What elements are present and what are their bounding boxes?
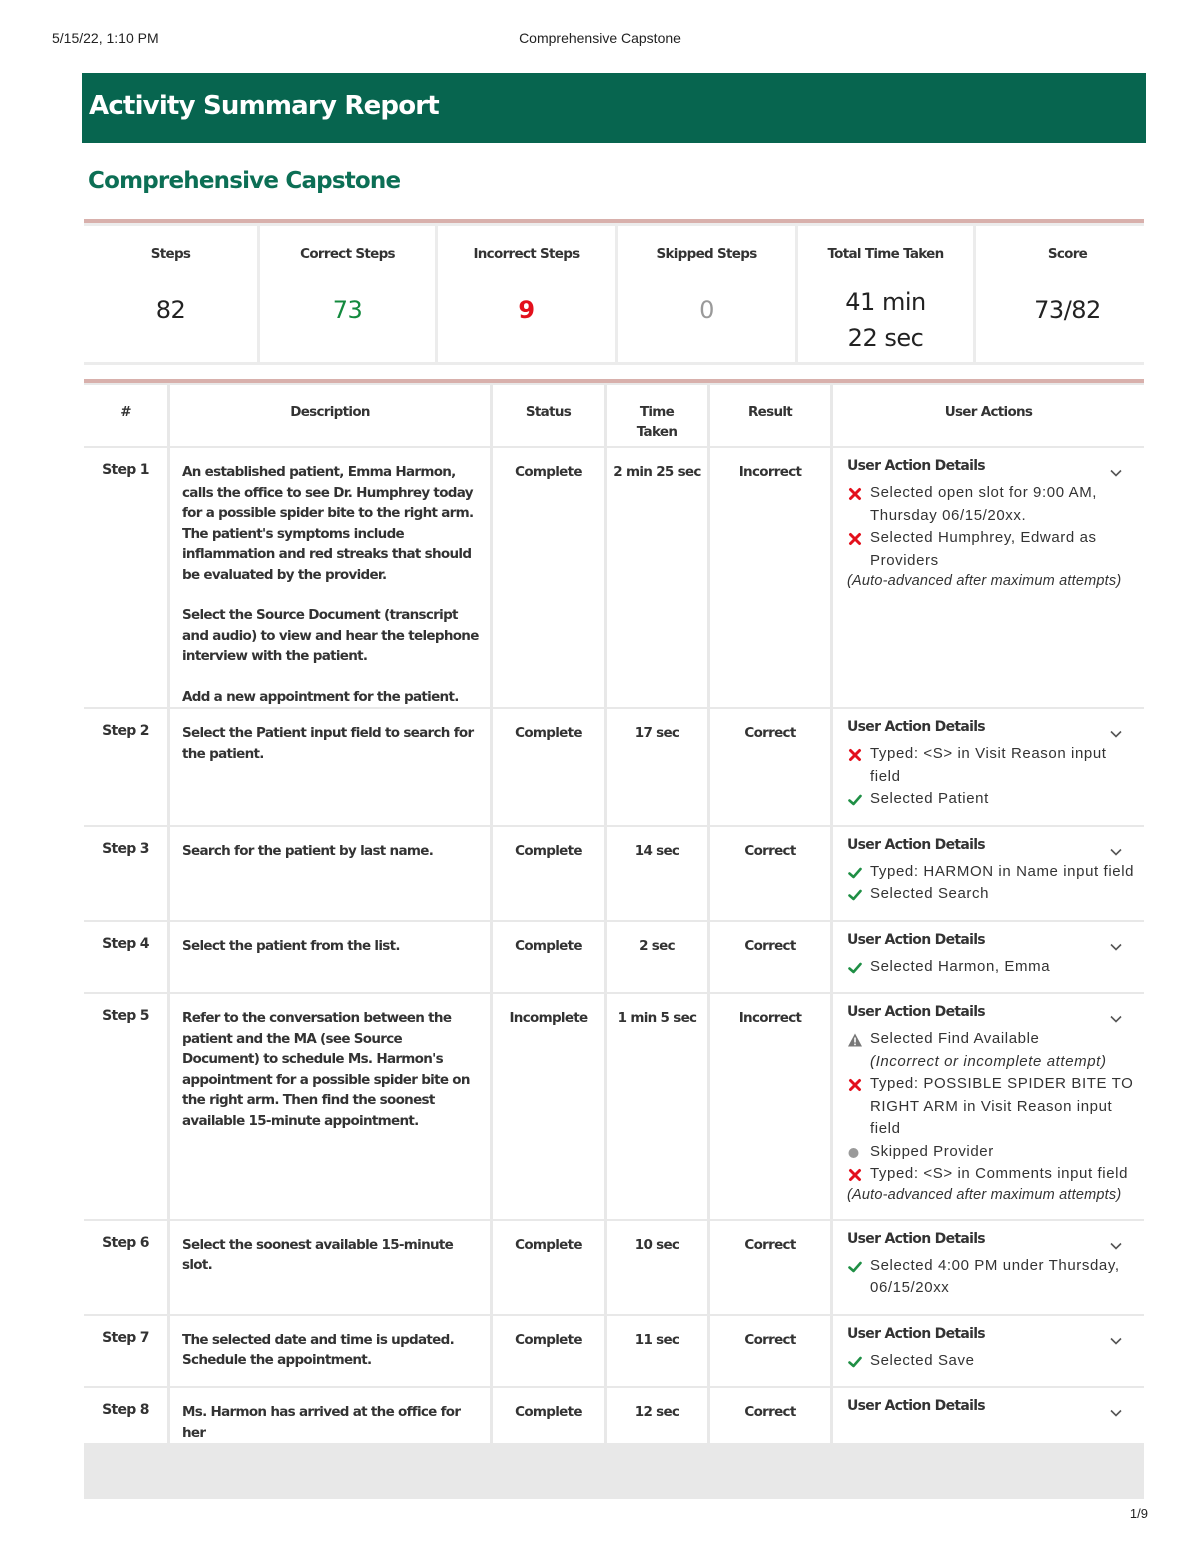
user-action-list bbox=[847, 482, 1136, 572]
user-action-item bbox=[847, 1141, 1136, 1164]
step-result: Correct bbox=[710, 1221, 830, 1314]
user-action-text: Selected Search bbox=[870, 885, 990, 902]
report-title: Activity Summary Report bbox=[89, 91, 439, 121]
check-icon bbox=[847, 865, 863, 881]
user-action-item bbox=[847, 1163, 1136, 1186]
user-action-item bbox=[847, 482, 1136, 527]
user-action-text: Selected Save bbox=[870, 1351, 975, 1369]
chevron-down-icon[interactable] bbox=[1110, 723, 1122, 731]
step-result: Incorrect bbox=[710, 994, 830, 1219]
step-description bbox=[170, 922, 490, 993]
summary-score-value: 73/82 bbox=[1034, 296, 1101, 324]
check-icon bbox=[847, 960, 863, 976]
step-user-actions bbox=[833, 994, 1144, 1219]
user-action-item bbox=[847, 1350, 1136, 1373]
step-number: Step 4 bbox=[84, 922, 167, 993]
user-action-list bbox=[847, 861, 1136, 906]
user-action-details-toggle[interactable]: User Action Details bbox=[847, 719, 985, 735]
step-time-taken: 1 min 5 sec bbox=[607, 994, 707, 1219]
step-description bbox=[170, 1388, 490, 1443]
chevron-down-icon[interactable] bbox=[1110, 841, 1122, 849]
step-description-paragraph: Select the Source Document (transcript and audio) to view and hear the telephone interview with the patient. bbox=[182, 607, 479, 664]
user-action-item bbox=[847, 1255, 1136, 1300]
user-action-item bbox=[847, 883, 1136, 906]
step-result: Correct bbox=[710, 709, 830, 825]
step-result: Correct bbox=[710, 827, 830, 920]
step-result: Incorrect bbox=[710, 448, 830, 707]
user-action-details-toggle[interactable]: User Action Details bbox=[847, 1325, 985, 1342]
step-number: Step 2 bbox=[84, 709, 167, 825]
step-result: Correct bbox=[710, 1316, 830, 1387]
summary-correct-value: 73 bbox=[332, 296, 363, 324]
user-action-item bbox=[847, 788, 1136, 811]
step-status: Complete bbox=[493, 922, 604, 993]
step-description-paragraph: Search for the patient by last name. bbox=[182, 842, 434, 859]
x-icon bbox=[847, 486, 863, 502]
summary-panel bbox=[84, 219, 1144, 365]
summary-incorrect-label: Incorrect Steps bbox=[473, 246, 580, 262]
step-description-paragraph: Select the Patient input field to search for the patient. bbox=[182, 725, 474, 762]
table-row bbox=[84, 709, 1144, 825]
chevron-down-icon[interactable] bbox=[1110, 1008, 1122, 1016]
page-number: 1/9 bbox=[1129, 1506, 1148, 1521]
summary-time-label: Total Time Taken bbox=[827, 246, 944, 262]
step-description-paragraph: Select the patient from the list. bbox=[182, 937, 400, 954]
table-row bbox=[84, 827, 1144, 920]
table-row bbox=[84, 922, 1144, 993]
chevron-down-icon[interactable] bbox=[1110, 1330, 1122, 1338]
step-status: Complete bbox=[493, 1388, 604, 1443]
header-status: Status bbox=[493, 385, 604, 446]
steps-body bbox=[84, 448, 1144, 1443]
step-time-taken: 2 min 25 sec bbox=[607, 448, 707, 707]
x-icon bbox=[847, 1077, 863, 1093]
table-row bbox=[84, 994, 1144, 1219]
print-date: 5/15/22, 1:10 PM bbox=[52, 30, 159, 46]
step-user-actions bbox=[833, 709, 1144, 825]
user-action-text: Selected open slot for 9:00 AM, Thursday 06/15/20xx. bbox=[870, 484, 1098, 524]
step-status: Complete bbox=[493, 1316, 604, 1387]
step-time-taken: 14 sec bbox=[607, 827, 707, 920]
step-description bbox=[170, 448, 490, 707]
user-action-details-toggle[interactable]: User Action Details bbox=[847, 931, 985, 948]
table-row bbox=[84, 1221, 1144, 1314]
step-time-taken: 12 sec bbox=[607, 1388, 707, 1443]
user-action-text: Selected Humphrey, Edward as Providers bbox=[870, 529, 1097, 569]
user-action-item bbox=[847, 1073, 1136, 1141]
auto-advanced-note: (Auto-advanced after maximum attempts) bbox=[847, 1186, 1122, 1203]
user-action-subnote: (Incorrect or incomplete attempt) bbox=[870, 1052, 1107, 1070]
summary-time-value: 41 min 22 sec bbox=[845, 288, 926, 352]
user-action-item bbox=[847, 743, 1136, 788]
check-icon bbox=[847, 887, 863, 903]
x-icon bbox=[847, 747, 863, 763]
summary-incorrect-value: 9 bbox=[518, 296, 535, 324]
user-action-text: Typed: HARMON in Name input field bbox=[870, 862, 1135, 880]
step-description-paragraph: Refer to the conversation between the patient and the MA (see Source Document) to schedule Ms. Harmon's appointment for a possible spider bite on the right arm. Then find the soonest available 15-minute appointment. bbox=[182, 1010, 470, 1129]
user-action-text: Skipped Provider bbox=[870, 1142, 994, 1160]
user-action-text: Typed: <S> in Comments input field bbox=[870, 1165, 1129, 1182]
header-num: # bbox=[84, 385, 167, 446]
print-doc-title: Comprehensive Capstone bbox=[519, 30, 681, 46]
user-action-details-toggle[interactable]: User Action Details bbox=[847, 1004, 985, 1020]
x-icon bbox=[847, 1167, 863, 1183]
user-action-item bbox=[847, 1028, 1136, 1073]
step-description bbox=[170, 709, 490, 825]
step-number: Step 6 bbox=[84, 1221, 167, 1314]
user-action-details-toggle[interactable]: User Action Details bbox=[847, 836, 985, 853]
user-action-text: Selected Patient bbox=[870, 790, 989, 807]
summary-steps-label: Steps bbox=[150, 246, 191, 262]
summary-steps-value: 82 bbox=[155, 296, 186, 324]
user-action-details-toggle[interactable]: User Action Details bbox=[847, 1230, 985, 1247]
step-status: Complete bbox=[493, 827, 604, 920]
header-description: Description bbox=[170, 385, 490, 446]
step-time-taken: 17 sec bbox=[607, 709, 707, 825]
step-description-paragraph: Add a new appointment for the patient. bbox=[182, 688, 459, 705]
user-action-item bbox=[847, 861, 1136, 884]
step-number: Step 3 bbox=[84, 827, 167, 920]
user-action-list bbox=[847, 1255, 1136, 1300]
step-status: Incomplete bbox=[493, 994, 604, 1219]
chevron-down-icon[interactable] bbox=[1110, 1235, 1122, 1243]
step-user-actions bbox=[833, 827, 1144, 920]
table-row bbox=[84, 448, 1144, 707]
step-number: Step 7 bbox=[84, 1316, 167, 1387]
step-description bbox=[170, 994, 490, 1219]
step-description bbox=[170, 1316, 490, 1387]
step-description-paragraph: The selected date and time is updated. Schedule the appointment. bbox=[182, 1331, 455, 1368]
dot-icon bbox=[847, 1145, 863, 1161]
chevron-down-icon[interactable] bbox=[1110, 462, 1122, 470]
step-user-actions bbox=[833, 1316, 1144, 1387]
user-action-text: Typed: <S> in Visit Reason input field bbox=[870, 745, 1107, 785]
user-action-item bbox=[847, 956, 1136, 979]
user-action-list bbox=[847, 1028, 1136, 1186]
step-user-actions bbox=[833, 1388, 1144, 1443]
header-result: Result bbox=[710, 385, 830, 446]
step-status: Complete bbox=[493, 709, 604, 825]
step-description-paragraph: Select the soonest available 15-minute slot. bbox=[182, 1236, 454, 1273]
step-description bbox=[170, 1221, 490, 1314]
user-action-list bbox=[847, 743, 1136, 811]
step-time-taken: 10 sec bbox=[607, 1221, 707, 1314]
summary-incorrect bbox=[438, 226, 615, 362]
user-action-details-toggle[interactable]: User Action Details bbox=[847, 458, 985, 474]
summary-correct bbox=[260, 226, 435, 362]
steps-table bbox=[84, 383, 1144, 1445]
step-result: Correct bbox=[710, 1388, 830, 1443]
step-description bbox=[170, 827, 490, 920]
check-icon bbox=[847, 1259, 863, 1275]
user-action-details-toggle[interactable]: User Action Details bbox=[847, 1398, 985, 1414]
step-result: Correct bbox=[710, 922, 830, 993]
check-icon bbox=[847, 792, 863, 808]
step-user-actions bbox=[833, 1221, 1144, 1314]
summary-skipped-label: Skipped Steps bbox=[656, 246, 757, 262]
user-action-item bbox=[847, 527, 1136, 572]
check-icon bbox=[847, 1354, 863, 1370]
step-description-paragraph: Ms. Harmon has arrived at the office for her bbox=[182, 1404, 461, 1441]
summary-time bbox=[798, 226, 973, 362]
step-user-actions bbox=[833, 922, 1144, 993]
report-banner bbox=[82, 73, 1146, 143]
summary-skipped bbox=[618, 226, 795, 362]
steps-table-container bbox=[84, 379, 1144, 1499]
step-number: Step 1 bbox=[84, 448, 167, 707]
summary-skipped-value: 0 bbox=[699, 296, 714, 324]
table-row bbox=[84, 1316, 1144, 1387]
step-time-taken: 11 sec bbox=[607, 1316, 707, 1387]
warning-icon bbox=[847, 1032, 863, 1048]
user-action-text: Selected Find Available bbox=[870, 1030, 1040, 1047]
summary-steps bbox=[84, 226, 257, 362]
step-number: Step 5 bbox=[84, 994, 167, 1219]
user-action-text: Selected 4:00 PM under Thursday, 06/15/20xx bbox=[870, 1256, 1120, 1296]
step-status: Complete bbox=[493, 1221, 604, 1314]
step-description-paragraph: An established patient, Emma Harmon, calls the office to see Dr. Humphrey today for a possible spider bite to the right arm. The patient's symptoms include inflammation and red streaks that should be evaluated by the provider. bbox=[182, 464, 474, 583]
user-action-list bbox=[847, 1350, 1136, 1373]
step-number: Step 8 bbox=[84, 1388, 167, 1443]
user-action-text: Typed: POSSIBLE SPIDER BITE TO RIGHT ARM in Visit Reason input field bbox=[870, 1075, 1134, 1137]
user-action-text: Selected Harmon, Emma bbox=[870, 957, 1051, 975]
step-user-actions bbox=[833, 448, 1144, 707]
x-icon bbox=[847, 531, 863, 547]
step-status: Complete bbox=[493, 448, 604, 707]
summary-score-label: Score bbox=[1047, 246, 1088, 262]
summary-correct-label: Correct Steps bbox=[300, 246, 395, 262]
chevron-down-icon[interactable] bbox=[1110, 936, 1122, 944]
auto-advanced-note: (Auto-advanced after maximum attempts) bbox=[847, 573, 1122, 589]
activity-title: Comprehensive Capstone bbox=[88, 168, 401, 194]
summary-score bbox=[976, 226, 1159, 362]
header-actions: User Actions bbox=[833, 385, 1144, 446]
step-time-taken: 2 sec bbox=[607, 922, 707, 993]
chevron-down-icon[interactable] bbox=[1110, 1402, 1122, 1410]
user-action-list bbox=[847, 956, 1136, 979]
header-time: Time Taken bbox=[607, 385, 707, 446]
table-header-row bbox=[84, 385, 1144, 446]
table-row bbox=[84, 1388, 1144, 1443]
print-header bbox=[52, 30, 1148, 50]
